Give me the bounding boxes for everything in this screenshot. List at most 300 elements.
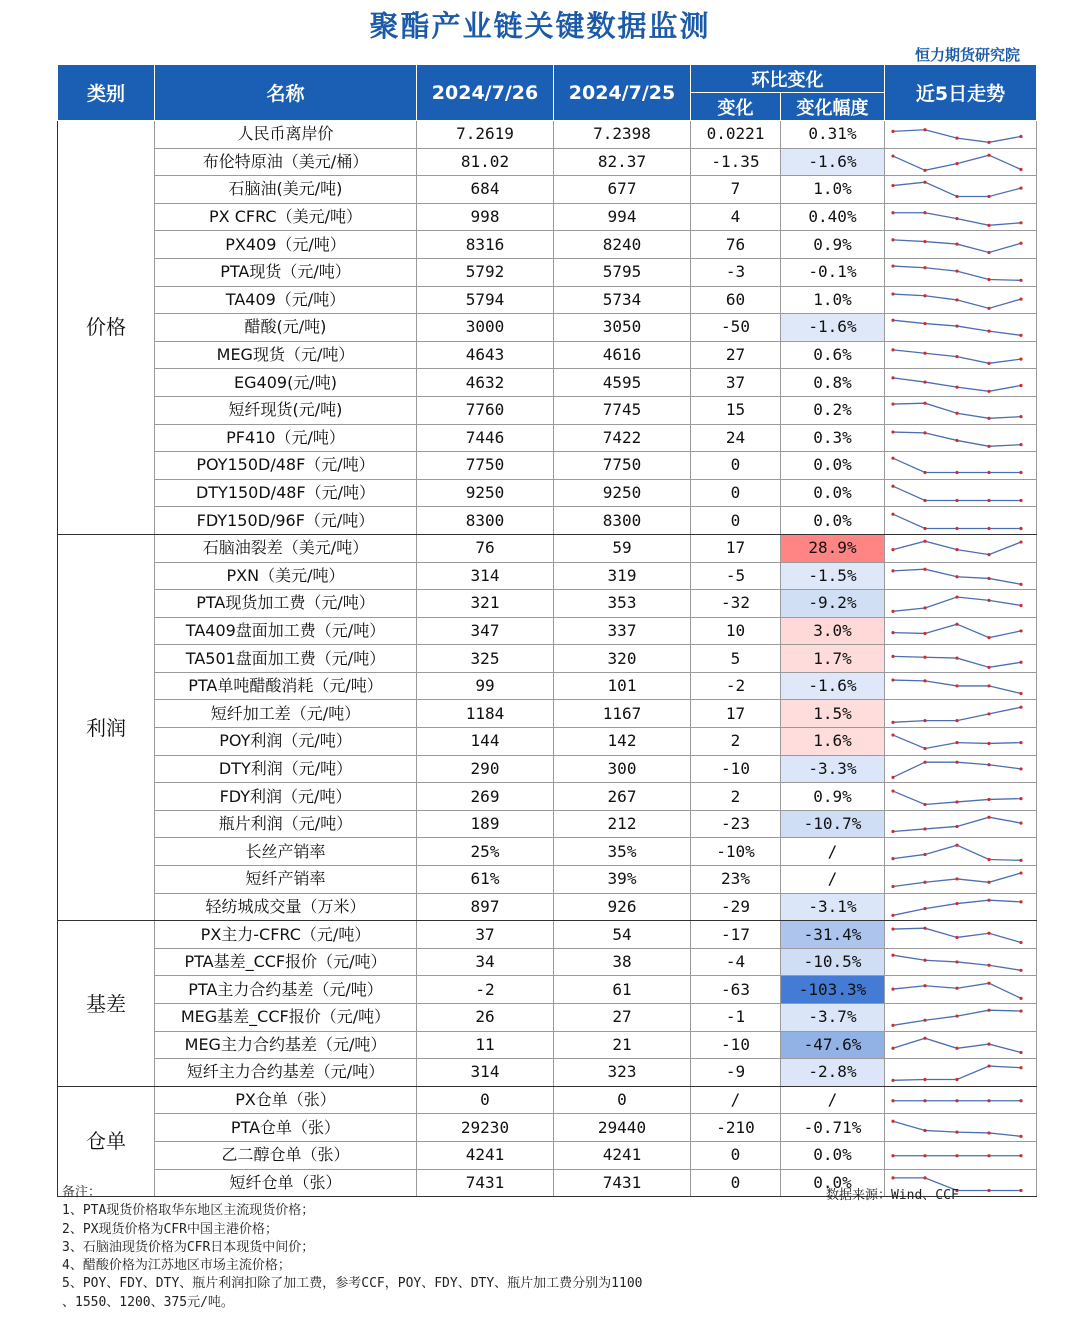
table-row [58, 452, 1037, 480]
name-cell: 轻纺城成交量（万米） [155, 893, 417, 921]
change-cell: 23% [691, 866, 781, 894]
trend-sparkline-cell [885, 728, 1037, 756]
sparkline-point [987, 665, 990, 668]
trend-sparkline-cell [885, 645, 1037, 673]
sparkline-point [1019, 541, 1022, 544]
trend-sparkline [885, 1059, 1035, 1085]
sparkline-point [1019, 692, 1022, 695]
sparkline-point [1019, 583, 1022, 586]
sparkline-point [891, 184, 894, 187]
sparkline-point [923, 240, 926, 243]
value-cell-date2: 27 [554, 1004, 691, 1032]
sparkline-point [987, 362, 990, 365]
sparkline-line [893, 514, 1021, 528]
value-cell-date2: 142 [554, 728, 691, 756]
sparkline-point [987, 577, 990, 580]
sparkline-point [1019, 1099, 1022, 1102]
sparkline-point [1019, 279, 1022, 282]
value-cell-date1: 998 [417, 203, 554, 231]
sparkline-point [987, 553, 990, 556]
sparkline-point [1019, 526, 1022, 529]
sparkline-point [987, 797, 990, 800]
trend-sparkline [885, 701, 1035, 727]
trend-sparkline-cell [885, 590, 1037, 618]
sparkline-point [1019, 187, 1022, 190]
sparkline-point [987, 307, 990, 310]
value-cell-date1: 684 [417, 176, 554, 204]
sparkline-point [987, 684, 990, 687]
sparkline-line [893, 321, 1021, 336]
header-category: 类别 [58, 65, 155, 121]
sparkline-point [955, 1130, 958, 1133]
sparkline-point [1019, 1189, 1022, 1192]
table-row [58, 1086, 1037, 1114]
name-cell: PF410（元/吨） [155, 424, 417, 452]
value-cell-date1: -2 [417, 976, 554, 1004]
value-cell-date2: 8240 [554, 231, 691, 259]
sparkline-point [891, 569, 894, 572]
note-line: 3、石脑油现货价格为CFR日本现货中间价； [62, 1239, 315, 1255]
sparkline-point [891, 1024, 894, 1027]
change-cell: -23 [691, 810, 781, 838]
sparkline-point [1019, 135, 1022, 138]
sparkline-line [893, 1121, 1021, 1136]
change-cell: 0 [691, 1169, 781, 1197]
sparkline-point [955, 499, 958, 502]
trend-sparkline [885, 287, 1035, 313]
sparkline-point [987, 1131, 990, 1134]
change-cell: -50 [691, 314, 781, 342]
trend-sparkline-cell [885, 203, 1037, 231]
sparkline-point [987, 153, 990, 156]
table-row [58, 396, 1037, 424]
table-row [58, 507, 1037, 535]
value-cell-date2: 9250 [554, 479, 691, 507]
change-pct-cell: 28.9% [781, 534, 885, 562]
sparkline-point [955, 1154, 958, 1157]
sparkline-point [923, 402, 926, 405]
trend-sparkline-cell [885, 783, 1037, 811]
sparkline-point [955, 1099, 958, 1102]
name-cell: FDY150D/96F（元/吨） [155, 507, 417, 535]
sparkline-point [923, 679, 926, 682]
sparkline-point [923, 169, 926, 172]
sparkline-point [955, 825, 958, 828]
name-cell: 乙二醇仓单（张） [155, 1141, 417, 1169]
trend-sparkline [885, 590, 1035, 616]
sparkline-point [955, 843, 958, 846]
value-cell-date2: 7422 [554, 424, 691, 452]
sparkline-point [891, 1176, 894, 1179]
change-cell: 60 [691, 286, 781, 314]
name-cell: 布伦特原油（美元/桶） [155, 148, 417, 176]
value-cell-date2: 54 [554, 921, 691, 949]
change-pct-cell: 0.8% [781, 369, 885, 397]
trend-sparkline [885, 535, 1035, 561]
sparkline-point [891, 734, 894, 737]
value-cell-date2: 4241 [554, 1141, 691, 1169]
value-cell-date2: 212 [554, 810, 691, 838]
table-row [58, 1114, 1037, 1142]
trend-sparkline [885, 1032, 1035, 1058]
sparkline-point [1019, 241, 1022, 244]
change-cell: -210 [691, 1114, 781, 1142]
header-change: 变化 [691, 93, 781, 121]
value-cell-date2: 7431 [554, 1169, 691, 1197]
trend-sparkline-cell [885, 1114, 1037, 1142]
change-cell: -5 [691, 562, 781, 590]
trend-sparkline-cell [885, 700, 1037, 728]
change-cell: 76 [691, 231, 781, 259]
trend-sparkline-cell [885, 1004, 1037, 1032]
sparkline-point [1019, 1154, 1022, 1157]
sparkline-point [923, 984, 926, 987]
sparkline-line [893, 928, 1021, 942]
trend-sparkline-cell [885, 672, 1037, 700]
sparkline-point [955, 741, 958, 744]
sparkline-point [891, 512, 894, 515]
trend-sparkline-cell [885, 452, 1037, 480]
trend-sparkline-cell [885, 231, 1037, 259]
sparkline-point [1019, 168, 1022, 171]
trend-sparkline [885, 756, 1035, 782]
sparkline-point [1019, 415, 1022, 418]
name-cell: TA409盘面加工费（元/吨） [155, 617, 417, 645]
change-pct-cell: 0.2% [781, 396, 885, 424]
change-pct-cell: 1.0% [781, 286, 885, 314]
notes [62, 1184, 643, 1312]
value-cell-date1: 7446 [417, 424, 554, 452]
sparkline-point [987, 499, 990, 502]
trend-sparkline [885, 370, 1035, 396]
change-cell: -9 [691, 1059, 781, 1087]
trend-sparkline-cell [885, 866, 1037, 894]
sparkline-point [955, 385, 958, 388]
sparkline-line [893, 183, 1021, 197]
sparkline-point [891, 1079, 894, 1082]
sparkline-point [955, 623, 958, 626]
sparkline-line [893, 541, 1021, 554]
sparkline-point [1019, 660, 1022, 663]
sparkline-line [893, 130, 1021, 143]
sparkline-point [891, 457, 894, 460]
trend-sparkline [885, 1142, 1035, 1168]
sparkline-point [955, 162, 958, 165]
change-cell: -1 [691, 1004, 781, 1032]
value-cell-date2: 926 [554, 893, 691, 921]
change-pct-cell: -47.6% [781, 1031, 885, 1059]
sparkline-point [891, 348, 894, 351]
value-cell-date1: 1184 [417, 700, 554, 728]
value-cell-date2: 29440 [554, 1114, 691, 1142]
sparkline-line [893, 266, 1021, 280]
category-cell: 基差 [58, 921, 155, 1087]
value-cell-date1: 4632 [417, 369, 554, 397]
value-cell-date2: 319 [554, 562, 691, 590]
name-cell: MEG主力合约基差（元/吨） [155, 1031, 417, 1059]
trend-sparkline [885, 784, 1035, 810]
sparkline-line [893, 1010, 1021, 1025]
sparkline-point [891, 914, 894, 917]
change-cell: / [691, 1086, 781, 1114]
sparkline-point [955, 242, 958, 245]
sparkline-point [987, 742, 990, 745]
trend-sparkline [885, 839, 1035, 865]
name-cell: PXN（美元/吨） [155, 562, 417, 590]
sparkline-point [955, 800, 958, 803]
sparkline-point [891, 830, 894, 833]
trend-sparkline-cell [885, 176, 1037, 204]
sparkline-line [893, 762, 1021, 777]
trend-sparkline [885, 314, 1035, 340]
table-row [58, 590, 1037, 618]
sparkline-point [1019, 741, 1022, 744]
change-pct-cell: -2.8% [781, 1059, 885, 1087]
change-pct-cell: / [781, 866, 885, 894]
table-row [58, 369, 1037, 397]
name-cell: PTA单吨醋酸消耗（元/吨） [155, 672, 417, 700]
change-cell: 15 [691, 396, 781, 424]
trend-sparkline-cell [885, 314, 1037, 342]
sparkline-point [891, 292, 894, 295]
table-row [58, 562, 1037, 590]
change-pct-cell: 0.0% [781, 1169, 885, 1197]
sparkline-point [891, 679, 894, 682]
change-pct-cell: -10.5% [781, 948, 885, 976]
value-cell-date1: 34 [417, 948, 554, 976]
table-row [58, 176, 1037, 204]
sparkline-point [891, 987, 894, 990]
sparkline-point [987, 471, 990, 474]
change-pct-cell: 3.0% [781, 617, 885, 645]
value-cell-date2: 5734 [554, 286, 691, 314]
trend-sparkline-cell [885, 838, 1037, 866]
sparkline-point [987, 224, 990, 227]
value-cell-date1: 4643 [417, 341, 554, 369]
sparkline-point [955, 548, 958, 551]
value-cell-date1: 269 [417, 783, 554, 811]
change-pct-cell: 0.31% [781, 121, 885, 149]
sparkline-point [987, 1009, 990, 1012]
trend-sparkline [885, 204, 1035, 230]
name-cell: POY150D/48F（元/吨） [155, 452, 417, 480]
data-table [57, 64, 1037, 1197]
sparkline-point [891, 211, 894, 214]
change-cell: 2 [691, 728, 781, 756]
change-pct-cell: 0.3% [781, 424, 885, 452]
value-cell-date2: 82.37 [554, 148, 691, 176]
name-cell: 短纤加工差（元/吨） [155, 700, 417, 728]
sparkline-point [987, 195, 990, 198]
sparkline-line [893, 486, 1021, 500]
value-cell-date2: 61 [554, 976, 691, 1004]
change-pct-cell: 0.9% [781, 231, 885, 259]
sparkline-point [923, 526, 926, 529]
change-cell: 17 [691, 534, 781, 562]
change-pct-cell: -9.2% [781, 590, 885, 618]
trend-sparkline-cell [885, 976, 1037, 1004]
trend-sparkline-cell [885, 148, 1037, 176]
name-cell: PTA主力合约基差（元/吨） [155, 976, 417, 1004]
value-cell-date1: 99 [417, 672, 554, 700]
change-pct-cell: -3.1% [781, 893, 885, 921]
sparkline-point [955, 412, 958, 415]
trend-sparkline-cell [885, 507, 1037, 535]
trend-sparkline [885, 259, 1035, 285]
value-cell-date1: 314 [417, 1059, 554, 1087]
value-cell-date1: 25% [417, 838, 554, 866]
change-pct-cell: -10.7% [781, 810, 885, 838]
sparkline-point [987, 251, 990, 254]
name-cell: DTY150D/48F（元/吨） [155, 479, 417, 507]
trend-sparkline [885, 149, 1035, 175]
value-cell-date1: 5792 [417, 258, 554, 286]
value-cell-date1: 314 [417, 562, 554, 590]
sparkline-point [891, 654, 894, 657]
sparkline-point [923, 907, 926, 910]
trend-sparkline [885, 977, 1035, 1003]
sparkline-line [893, 624, 1021, 637]
sparkline-point [1019, 767, 1022, 770]
sparkline-point [923, 828, 926, 831]
value-cell-date2: 320 [554, 645, 691, 673]
sparkline-point [1019, 940, 1022, 943]
sparkline-point [987, 417, 990, 420]
trend-sparkline [885, 949, 1035, 975]
sparkline-point [923, 471, 926, 474]
sparkline-line [893, 983, 1021, 998]
change-cell: 2 [691, 783, 781, 811]
sparkline-point [987, 599, 990, 602]
sparkline-point [1019, 1067, 1022, 1070]
trend-sparkline-cell [885, 396, 1037, 424]
sparkline-point [1019, 334, 1022, 337]
category-cell: 仓单 [58, 1086, 155, 1196]
sparkline-point [1019, 221, 1022, 224]
sparkline-point [955, 270, 958, 273]
trend-sparkline-cell [885, 258, 1037, 286]
value-cell-date2: 7745 [554, 396, 691, 424]
value-cell-date1: 3000 [417, 314, 554, 342]
value-cell-date1: 37 [417, 921, 554, 949]
trend-sparkline-cell [885, 424, 1037, 452]
trend-sparkline-cell [885, 286, 1037, 314]
sparkline-point [923, 761, 926, 764]
header-date2: 2024/7/25 [554, 65, 691, 121]
trend-sparkline [885, 1004, 1035, 1030]
sparkline-point [955, 137, 958, 140]
sparkline-point [1019, 1134, 1022, 1137]
sparkline-point [1019, 996, 1022, 999]
change-pct-cell: 0.6% [781, 341, 885, 369]
name-cell: 短纤主力合约基差（元/吨） [155, 1059, 417, 1087]
sparkline-point [955, 1047, 958, 1050]
trend-sparkline-cell [885, 810, 1037, 838]
sparkline-point [955, 719, 958, 722]
trend-sparkline [885, 342, 1035, 368]
sparkline-point [1019, 797, 1022, 800]
sparkline-point [891, 376, 894, 379]
sparkline-point [955, 526, 958, 529]
name-cell: 短纤仓单（张） [155, 1169, 417, 1197]
change-cell: 0 [691, 452, 781, 480]
sparkline-point [923, 380, 926, 383]
value-cell-date2: 38 [554, 948, 691, 976]
name-cell: 长丝产销率 [155, 838, 417, 866]
sparkline-line [893, 459, 1021, 473]
name-cell: EG409(元/吨) [155, 369, 417, 397]
change-cell: 0 [691, 1141, 781, 1169]
sparkline-point [955, 1078, 958, 1081]
sparkline-point [987, 931, 990, 934]
trend-sparkline-cell [885, 755, 1037, 783]
sparkline-point [1019, 1010, 1022, 1013]
table-row [58, 728, 1037, 756]
sparkline-point [987, 278, 990, 281]
sparkline-point [891, 789, 894, 792]
change-cell: 0.0221 [691, 121, 781, 149]
sparkline-point [923, 632, 926, 635]
table-row [58, 672, 1037, 700]
name-cell: PX仓单（张） [155, 1086, 417, 1114]
sparkline-point [1019, 969, 1022, 972]
change-cell: 24 [691, 424, 781, 452]
sparkline-point [955, 195, 958, 198]
sparkline-point [923, 926, 926, 929]
change-pct-cell: 0.0% [781, 507, 885, 535]
value-cell-date2: 3050 [554, 314, 691, 342]
trend-sparkline [885, 618, 1035, 644]
sparkline-line [893, 378, 1021, 391]
change-cell: 4 [691, 203, 781, 231]
sparkline-point [955, 902, 958, 905]
sparkline-point [923, 607, 926, 610]
note-line: 备注： [62, 1185, 102, 1200]
value-cell-date2: 8300 [554, 507, 691, 535]
name-cell: POY利润（元/吨） [155, 728, 417, 756]
sparkline-point [955, 986, 958, 989]
sparkline-line [893, 817, 1021, 831]
change-pct-cell: -3.7% [781, 1004, 885, 1032]
trend-sparkline [885, 673, 1035, 699]
table-row [58, 755, 1037, 783]
sparkline-point [1019, 900, 1022, 903]
sparkline-point [955, 878, 958, 881]
name-cell: 短纤现货(元/吨) [155, 396, 417, 424]
sparkline-point [923, 499, 926, 502]
sparkline-point [891, 927, 894, 930]
trend-sparkline [885, 922, 1035, 948]
page-title: 聚酯产业链关键数据监测 [369, 9, 711, 43]
table-row [58, 948, 1037, 976]
trend-sparkline [885, 425, 1035, 451]
sparkline-point [1019, 858, 1022, 861]
value-cell-date1: 7.2619 [417, 121, 554, 149]
sparkline-point [923, 294, 926, 297]
change-cell: 37 [691, 369, 781, 397]
category-cell: 价格 [58, 121, 155, 535]
trend-sparkline [885, 452, 1035, 478]
sparkline-point [923, 1036, 926, 1039]
change-cell: 0 [691, 507, 781, 535]
table-row [58, 314, 1037, 342]
change-cell: -32 [691, 590, 781, 618]
value-cell-date1: 9250 [417, 479, 554, 507]
trend-sparkline [885, 480, 1035, 506]
sparkline-point [987, 712, 990, 715]
value-cell-date2: 5795 [554, 258, 691, 286]
note-line: 5、POY、FDY、DTY、瓶片利润扣除了加工费，参考CCF，POY、FDY、DTY、瓶片加工费分别为1100 [62, 1276, 643, 1292]
